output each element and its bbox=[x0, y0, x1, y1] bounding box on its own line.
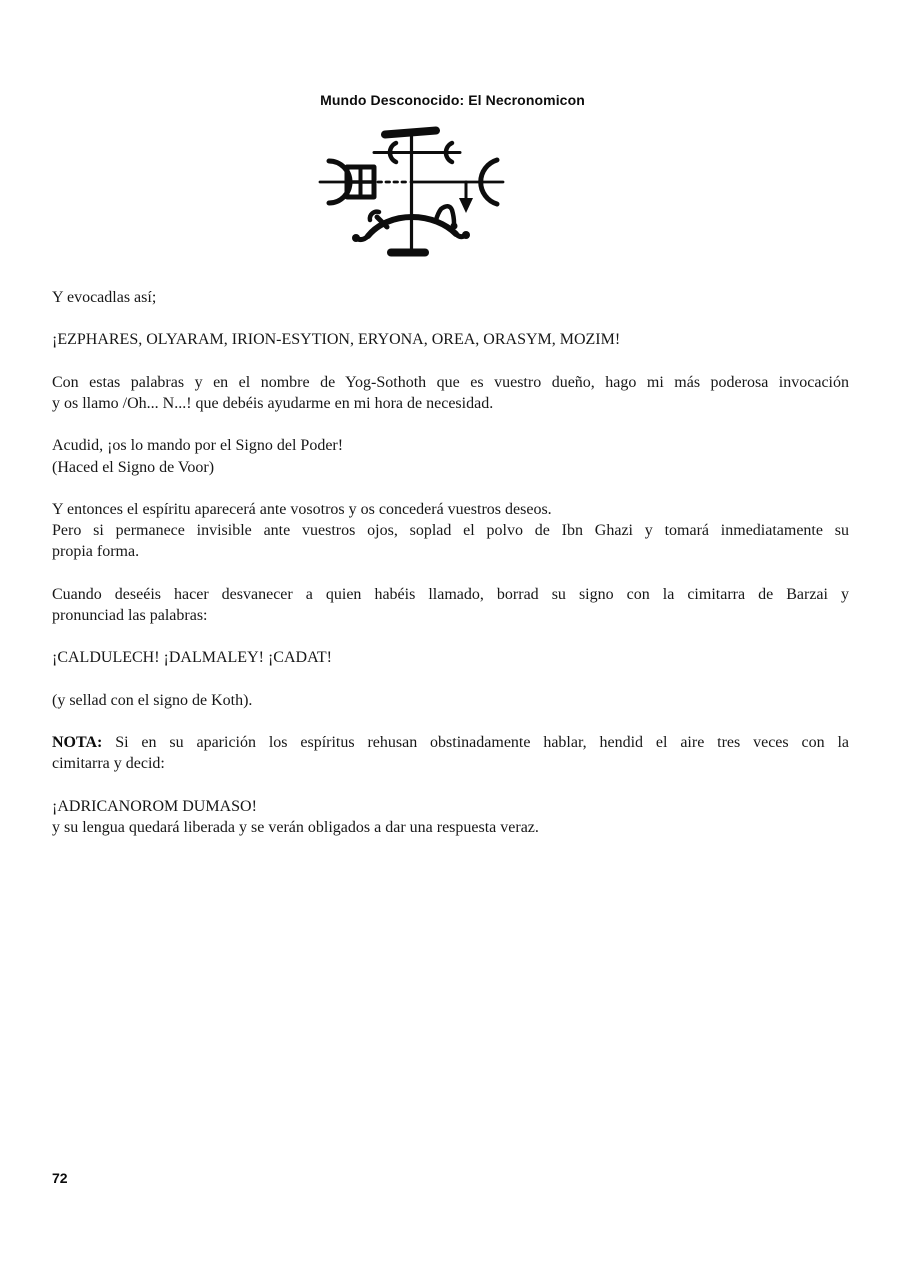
paragraph bbox=[52, 287, 849, 308]
sigil-down-arrow bbox=[459, 182, 473, 213]
text-run: (y sellad con el signo de Koth). bbox=[52, 691, 253, 709]
text-run: Acudid, ¡os lo mando por el Signo del Poder! bbox=[52, 437, 344, 455]
paragraph bbox=[52, 435, 849, 477]
text-run: Y evocadlas así; bbox=[52, 289, 157, 306]
text-line bbox=[52, 690, 849, 711]
text-run: Con estas palabras y en el nombre de Yog-Sothoth que es vuestro dueño, hago mi más poderosa invocación bbox=[52, 373, 849, 391]
paragraph bbox=[52, 372, 849, 414]
text-run: propia forma. bbox=[52, 543, 140, 561]
paragraph bbox=[52, 690, 849, 711]
paragraph bbox=[52, 499, 849, 563]
text-run: Si en su aparición los espíritus rehusan obstinadamente hablar, hendid el aire tres veces con la bbox=[102, 734, 849, 752]
text-line bbox=[52, 796, 849, 817]
text-line bbox=[52, 817, 849, 838]
paragraph bbox=[52, 329, 849, 350]
paragraph bbox=[52, 647, 849, 668]
text-run: cimitarra y decid: bbox=[52, 755, 165, 773]
paragraph bbox=[52, 584, 849, 626]
text-line bbox=[52, 435, 849, 456]
text-line bbox=[52, 732, 849, 753]
text-run: ¡EZPHARES, OLYARAM, IRION-ESYTION, ERYONA, OREA, ORASYM, MOZIM! bbox=[52, 331, 621, 349]
sigil-grid-square bbox=[347, 167, 374, 197]
text-run: Y entonces el espíritu aparecerá ante vosotros y os concederá vuestros deseos. bbox=[52, 500, 552, 518]
text-line bbox=[52, 287, 849, 308]
text-run: ¡CALDULECH! ¡DALMALEY! ¡CADAT! bbox=[52, 649, 332, 667]
document-body-text bbox=[52, 287, 849, 838]
page-header-title: Mundo Desconocido: El Necronomicon bbox=[320, 92, 585, 108]
paragraph bbox=[52, 732, 849, 774]
text-run: (Haced el Signo de Voor) bbox=[52, 458, 215, 476]
text-line bbox=[52, 393, 849, 414]
text-line bbox=[52, 541, 849, 562]
text-line bbox=[52, 584, 849, 605]
text-run: y su lengua quedará liberada y se verán obligados a dar una respuesta veraz. bbox=[52, 818, 539, 836]
text-run: pronunciad las palabras: bbox=[52, 606, 208, 624]
text-line bbox=[52, 457, 849, 478]
text-run: ¡ADRICANOROM DUMASO! bbox=[52, 797, 257, 815]
text-run: Cuando deseéis hacer desvanecer a quien habéis llamado, borrad su signo con la cimitarra de Barzai y bbox=[52, 585, 849, 603]
paragraph bbox=[52, 796, 849, 838]
sigil-upper-crossbar bbox=[374, 143, 460, 162]
text-line bbox=[52, 499, 849, 520]
text-line bbox=[52, 647, 849, 668]
text-run: y os llamo /Oh... N...! que debéis ayudarme en mi hora de necesidad. bbox=[52, 394, 494, 412]
text-run: Pero si permanece invisible ante vuestros ojos, soplad el polvo de Ibn Ghazi y tomará inmediatamente su bbox=[52, 522, 849, 540]
bold-run: NOTA: bbox=[52, 734, 103, 752]
text-line bbox=[52, 605, 849, 626]
text-line bbox=[52, 329, 849, 350]
sigil-image bbox=[313, 121, 513, 267]
page-number: 72 bbox=[52, 1170, 68, 1186]
text-line bbox=[52, 372, 849, 393]
text-line bbox=[52, 520, 849, 541]
text-line bbox=[52, 753, 849, 774]
